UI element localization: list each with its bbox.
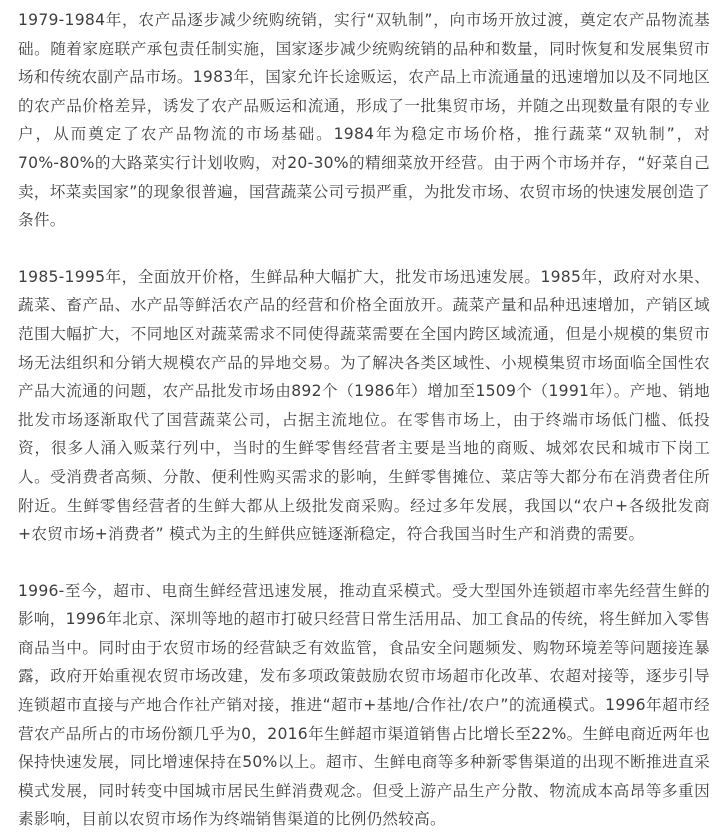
paragraph-1979-1984: 1979-1984年，农产品逐步减少统购统销，实行“双轨制”，向市场开放过渡，奠定农产品物流基础。随着家庭联产承包责任制实施，国家逐步减少统购统销的品种和数量，同时恢复和发展集贸市场和传统农副产品市场。1983年，国家允许长途贩运，农产品上市流通量的迅速增加以及不同地区的农产品价格差异，诱发了农产品贩运和流通，形成了一批集贸市场，并随之出现数量有限的专业户，从而奠定了农产品物流的市场基础。1984年为稳定市场价格，推行蔬菜“双轨制”，对70%-80%的大路菜实行计划收购，对20-30%的精细菜放开经营。由于两个市场并存，“好菜自己卖，坏菜卖国家”的现象很普遍，国营蔬菜公司亏损严重，为批发市场、农贸市场的快速发展创造了条件。 [18, 11, 710, 230]
paragraph-1996-present: 1996-至今，超市、电商生鲜经营迅速发展，推动直采模式。受大型国外连锁超市率先经营生鲜的影响，1996年北京、深圳等地的超市打破只经营日常生活用品、加工食品的传统，将生鲜加入零售商品当中。同时由于农贸市场的经营缺乏有效监管，食品安全问题频发、购物环境差等问题接连暴露，政府开始重视农贸市场改建，发布多项政策鼓励农贸市场超市化改革、农超对接等，逐步引导连锁超市直接与产地合作社产销对接，推进“超市+基地/合作社/农户”的流通模式。1996年超市经营农产品所占的市场份额几乎为0，2016年生鲜超市渠道销售占比增长至22%。生鲜电商近两年也保持快速发展，同比增速保持在50%以上。超市、生鲜电商等多种新零售渠道的出现不断推进直采模式发展，同时转变中国城市居民生鲜消费观念。但受上游产品生产分散、物流成本高昂等多重因素影响，目前以农贸市场作为终端销售渠道的比例仍然较高。 [18, 581, 710, 829]
paragraph-1985-1995: 1985-1995年，全面放开价格，生鲜品种大幅扩大，批发市场迅速发展。1985年，政府对水果、蔬菜、畜产品、水产品等鲜活农产品的经营和价格全面放开。蔬菜产量和品种迅速增加，产销区域范围大幅扩大，不同地区对蔬菜需求不同使得蔬菜需要在全国内跨区域流通，但是小规模的集贸市场无法组织和分销大规模农产品的异地交易。为了解决各类区域性、小规模集贸市场面临全国性农产品大流通的问题，农产品批发市场由892个（1986年）增加至1509个（1991年）。产地、销地批发市场逐渐取代了国营蔬菜公司，占据主流地位。在零售市场上，由于终端市场低门槛、低投资，很多人涌入贩菜行列中，当时的生鲜零售经营者主要是当地的商贩、城郊农民和城市下岗工人。受消费者高频、分散、便利性购买需求的影响，生鲜零售摊位、菜店等大都分布在消费者住所附近。生鲜零售经营者的生鲜大都从上级批发商采购。经过多年发展，我国以“农户+各级批发商+农贸市场+消费者” 模式为主的生鲜供应链逐渐稳定，符合我国当时生产和消费的需要。 [18, 267, 710, 544]
